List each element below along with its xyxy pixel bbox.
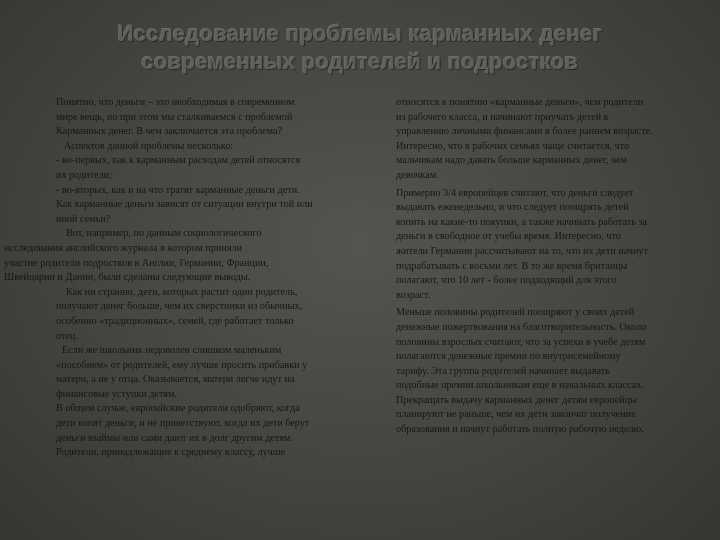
text-line: мире вещь, но при этом мы сталкиваемся с проблемой (56, 111, 293, 123)
text-line: планируют не раньше, чем их дети закончат получение (396, 409, 636, 421)
text-line: управлению личными финансами в более раннем возрасте. (396, 126, 653, 138)
text-line: Аспектов данной проблемы несколько: (64, 140, 234, 152)
text-line: - во-вторых, как и на что тратят карманные деньги дети. (56, 184, 300, 196)
text-line: исследования английского журнала в котором приняли (4, 242, 243, 254)
text-line: девочкам. (396, 169, 439, 181)
text-line: Понятно, что деньги – это необходимая в современном (56, 97, 295, 108)
text-line: Как ни странно, дети, которых растит один родитель, (66, 286, 298, 298)
text-line: «пособием» от родителей, ему лучше просить прибавки у (56, 359, 308, 371)
text-line: Прекращать выдачу карманных денег детям европейцы (396, 394, 637, 406)
text-line: деньги в свободное от учебы время. Интересно, что (396, 231, 621, 243)
text-line: Примерно 3/4 европейцев считают, что деньги следует (396, 187, 634, 199)
text-line: тарифу. Эта группа родителей начинает выдавать (396, 365, 610, 377)
text-line: их родители; (56, 169, 112, 181)
text-line: Как карманные деньги зависят от ситуации внутри той или (56, 199, 313, 211)
text-line: жители Германии рассчитывают на то, что их дети начнут (396, 245, 648, 257)
text-line: получают денег больше, чем их сверстники из обычных, (56, 301, 303, 313)
text-line: финансовые уступки детям. (56, 388, 177, 400)
title-line-2: современных родителей и подростков (141, 49, 579, 74)
right-text-column (396, 96, 718, 438)
text-line: участие родители подростков в Англии, Германии, Франции, (4, 257, 269, 269)
text-line: деньги взаймы или сами дают их в долг другим детям. (56, 432, 293, 444)
text-line: Меньше половины родителей поощряют у своих детей (396, 307, 635, 319)
text-line: образования и начнут работать полную рабочую неделю. (396, 424, 644, 436)
text-line: Вот, например, по данным социологического (66, 228, 262, 240)
text-line: матери, а не у отца. Оказывается, матери легче идут на (56, 374, 295, 386)
text-line: возраст. (396, 289, 431, 301)
text-line: копить на какие-то покупки, а также начинать работать за (396, 216, 647, 228)
text-line: из рабочего класса, и начинают приучать детей к (396, 111, 609, 123)
text-line: денежные пожертвования на благотворительность. Около (396, 321, 647, 333)
text-line: Интересно, что в рабочих семьях чаще считается, что (396, 140, 630, 152)
text-line: половины взрослых считают, что за успехи в учебе детям (396, 336, 646, 348)
text-line: Родители, принадлежащие к среднему классу, лучше (56, 447, 286, 459)
text-line: относятся к понятию «карманные деньги», чем родители (396, 97, 644, 108)
text-line: мальчикам надо давать больше карманных денег, чем (396, 155, 628, 167)
title-line-1: Исследование проблемы карманных денег (117, 21, 603, 46)
text-line: - во-первых, как к карманным расходам детей относятся (56, 155, 301, 167)
text-line: Карманных денег. В чем заключается эта проблема? (56, 126, 283, 138)
text-line: Швейцарии и Дании, были сделаны следующие выводы. (4, 272, 251, 284)
text-line: отец. (56, 330, 78, 342)
text-line: В общем случае, европейские родители одобряют, когда (56, 403, 300, 415)
text-line: выдавать еженедельно, и что следует поощрять детей (396, 202, 629, 214)
text-line: подрабатывать с восьми лет. В то же время британцы (396, 260, 628, 272)
text-line: иной семьи? (56, 213, 111, 225)
text-line: подобные премии школьникам еще в начальных классах. (396, 380, 644, 392)
text-line: дети копят деньги, и не приветствуют, когда их дети берут (56, 418, 310, 430)
left-text-column (4, 96, 359, 461)
text-line: полагают, что 10 лет - более подходящий для этого (396, 275, 617, 287)
text-line: полагаются денежные премии по внутрисемейному (396, 351, 621, 363)
text-line: особенно «традиционных», семей, где работает только (56, 315, 294, 327)
slide-title (40, 20, 680, 76)
text-line: Если же школьник недоволен слишком маленьким (62, 345, 282, 357)
